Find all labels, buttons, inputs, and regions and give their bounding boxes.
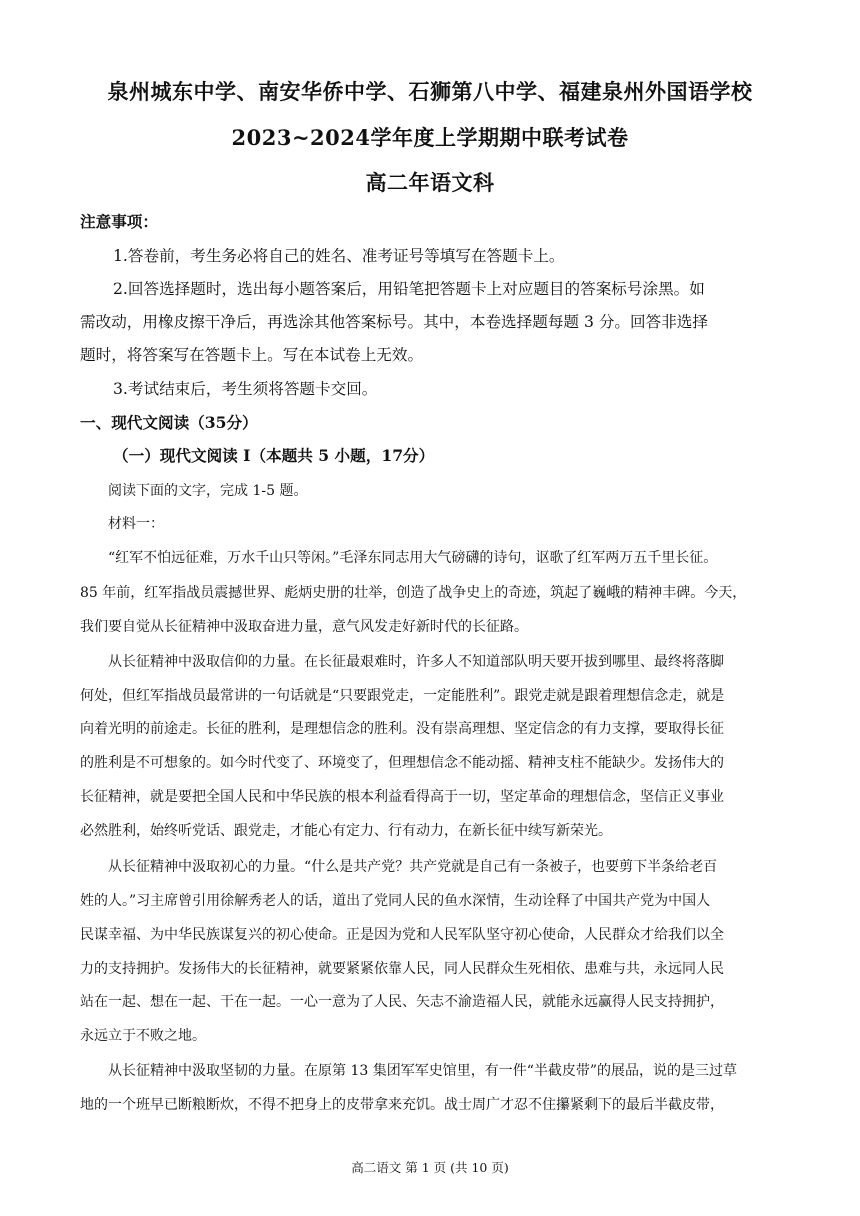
body-line: “红军不怕远征难，万水千山只等闲。”毛泽东同志用大气磅礴的诗句，讴歌了红军两万五千里长征。 [108,550,718,566]
body-line: 地的一个班早已断粮断炊，不得不把身上的皮带拿来充饥。战士周广才忍不住攥紧剩下的最后半截皮带， [80,1097,724,1113]
body-line: 站在一起、想在一起、干在一起。一心一意为了人民、矢志不渝造福人民，就能永远赢得人民支持拥护， [80,994,724,1010]
page-footer: 高二语文 第 1 页 (共 10 页) [351,1160,509,1175]
body-line: 从长征精神中汲取初心的力量。“什么是共产党？共产党就是自己有一条被子，也要剪下半条给老百 [108,859,718,875]
body-line: 的胜利是不可想象的。如今时代变了、环境变了，但理想信念不能动摇、精神支柱不能缺少。发扬伟大的 [80,755,724,771]
body-line: 何处，但红军指战员最常讲的一句话就是“只要跟党走，一定能胜利”。跟党走就是跟着理想信念走，就是 [80,688,725,704]
body-line: 必然胜利，始终听党话、跟党走，才能心有定力、行有动力，在新长征中续写新荣光。 [80,823,612,839]
body-line: 向着光明的前途走。长征的胜利，是理想信念的胜利。没有崇高理想、坚定信念的有力支撑，要取得长征 [80,721,724,737]
body-line: 长征精神，就是要把全国人民和中华民族的根本利益看得高于一切，坚定革命的理想信念，坚信正义事业 [80,789,724,805]
notice-item-1: 1.答卷前，考生务必将自己的姓名、准考证号等填写在答题卡上。 [113,247,565,265]
body-line: 姓的人。”习主席曾引用徐解秀老人的话，道出了党同人民的鱼水深情，生动诠释了中国共产党为中国人 [80,893,711,909]
body-line: 民谋幸福、为中华民族谋复兴的初心使命。正是因为党和人民军队坚守初心使命，人民群众才给我们以全 [80,927,724,943]
body-line: 我们要自觉从长征精神中汲取奋进力量，意气风发走好新时代的长征路。 [80,619,528,635]
notice-item-3: 3.考试结束后，考生须将答题卡交回。 [113,380,378,398]
notice-heading: 注意事项： [80,212,158,231]
body-line: 从长征精神中汲取坚韧的力量。在原第 13 集团军军史馆里，有一件“半截皮带”的展品，说的是三过草 [108,1063,738,1079]
material-label: 材料一： [108,516,164,532]
notice-item-2-line-3: 题时，将答案写在答题卡上。写在本试卷上无效。 [80,346,424,364]
school-names-title: 泉州城东中学、南安华侨中学、石狮第八中学、福建泉州外国语学校 [107,79,753,104]
notice-item-2-line-2: 需改动，用橡皮擦干净后，再选涂其他答案标号。其中，本卷选择题每题 3 分。回答非选择 [80,313,708,331]
reading-instruction: 阅读下面的文字，完成 1-5 题。 [108,483,308,499]
section-heading: 一、现代文阅读（35分） [80,413,258,432]
notice-item-2-line-1: 2.回答选择题时，选出每小题答案后，用铅笔把答题卡上对应题目的答案标号涂黑。如 [113,280,705,298]
body-line: 永远立于不败之地。 [80,1028,206,1044]
body-line: 从长征精神中汲取信仰的力量。在长征最艰难时，许多人不知道部队明天要开拔到哪里、最终将落脚 [108,654,724,670]
exam-title: 2023~2024学年度上学期期中联考试卷 [231,125,629,150]
subject-title: 高二年语文科 [365,170,495,195]
body-line: 力的支持拥护。发扬伟大的长征精神，就要紧紧依靠人民，同人民群众生死相依、患难与共，永远同人民 [80,961,724,977]
body-line: 85 年前，红军指战员震撼世界、彪炳史册的壮举，创造了战争史上的奇迹，筑起了巍峨的精神丰碑。今天， [80,585,747,601]
section-subheading: （一）现代文阅读 I（本题共 5 小题，17分） [113,446,435,465]
